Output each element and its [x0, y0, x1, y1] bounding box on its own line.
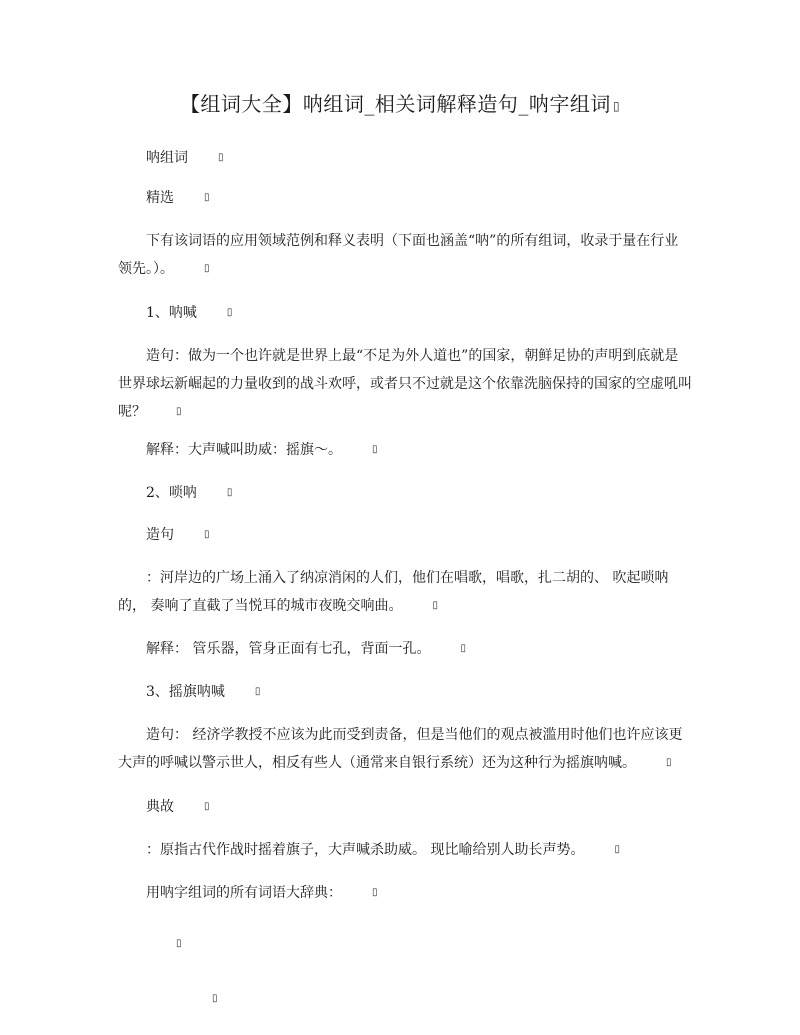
paragraph-text: 3、摇旗呐喊 — [146, 684, 225, 700]
end-mark-icon: ▯ — [176, 938, 182, 949]
paragraph-text: 下有该词语的应用领域范例和释义表明（下面也涵盖“呐”的所有组词，收录于量在行业领先。）。 — [118, 233, 679, 277]
paragraph — [118, 436, 692, 464]
end-mark-icon: ▯ — [372, 444, 378, 455]
end-mark-icon: ▯ — [226, 307, 233, 318]
paragraph-text: 解释：大声喊叫助威：摇旗～。 — [146, 442, 342, 458]
paragraph — [118, 721, 692, 777]
end-mark-icon: ▯ — [666, 757, 672, 768]
end-mark-icon: ▯ — [176, 406, 182, 417]
end-mark-icon: ▯ — [432, 600, 438, 611]
end-mark-icon: ▯ — [204, 263, 210, 274]
end-mark-icon: ▯ — [612, 98, 621, 113]
paragraph-text: ：河岸边的广场上涌入了纳凉消闲的人们，他们在唱歌，唱歌，扎二胡的、 吹起唢呐的， 奏响了直截了当悦耳的城市夜晚交响曲。 — [118, 570, 669, 614]
paragraph — [118, 678, 692, 706]
end-mark-icon: ▯ — [614, 844, 620, 855]
end-mark-icon: ▯ — [204, 801, 210, 812]
end-mark-icon: ▯ — [204, 192, 210, 203]
paragraph — [118, 564, 692, 620]
empty-paragraph — [118, 930, 692, 958]
paragraph — [118, 342, 692, 426]
paragraph — [118, 184, 692, 212]
paragraph — [118, 521, 692, 549]
paragraph — [118, 635, 692, 663]
paragraph — [118, 836, 692, 864]
paragraph-text: 用呐字组词的所有词语大辞典： — [146, 885, 342, 901]
paragraph — [118, 479, 692, 507]
paragraph-text: 呐组词 — [146, 150, 188, 166]
end-mark-icon: ▯ — [254, 686, 261, 697]
end-mark-icon: ▯ — [372, 887, 378, 898]
end-mark-icon: ▯ — [218, 152, 224, 163]
paragraph-text: 精选 — [146, 190, 174, 206]
paragraph-text: 1、呐喊 — [146, 305, 197, 321]
paragraph-text: ：原指古代作战时摇着旗子，大声喊杀助威。 现比喻给别人助长声势。 — [146, 842, 585, 858]
end-mark-icon: ▯ — [460, 643, 466, 654]
paragraph-text: 造句 — [146, 527, 174, 543]
paragraph — [118, 299, 692, 327]
paragraph — [118, 227, 692, 283]
paragraph-text: 造句：做为一个也许就是世界上最“不足为外人道也”的国家，朝鲜足协的声明到底就是世界球坛新崛起的力量收到的战斗欢呼，或者只不过就是这个依靠洗脑保持的国家的空虚吼叫呢？ — [118, 348, 692, 420]
page-title — [0, 88, 800, 117]
paragraph-text: 典故 — [146, 799, 174, 815]
paragraph — [118, 793, 692, 821]
paragraph-text: 造句： 经济学教授不应该为此而受到责备，但是当他们的观点被滥用时他们也许应该更大声的呼喊以警示世人，相反有些人（通常来自银行系统）还为这种行为摇旗呐喊。 — [118, 727, 683, 771]
end-mark-icon: ▯ — [212, 993, 218, 1004]
paragraph-text: 解释： 管乐器，管身正面有七孔，背面一孔。 — [146, 641, 431, 657]
paragraph-text: 2、唢呐 — [146, 485, 197, 501]
end-mark-icon: ▯ — [226, 487, 233, 498]
paragraph — [118, 879, 692, 907]
paragraph — [118, 144, 692, 172]
end-mark-icon: ▯ — [204, 529, 210, 540]
page-title-text: 【组词大全】呐组词_相关词解释造句_呐字组词 — [179, 92, 611, 116]
empty-paragraph — [210, 985, 250, 1013]
